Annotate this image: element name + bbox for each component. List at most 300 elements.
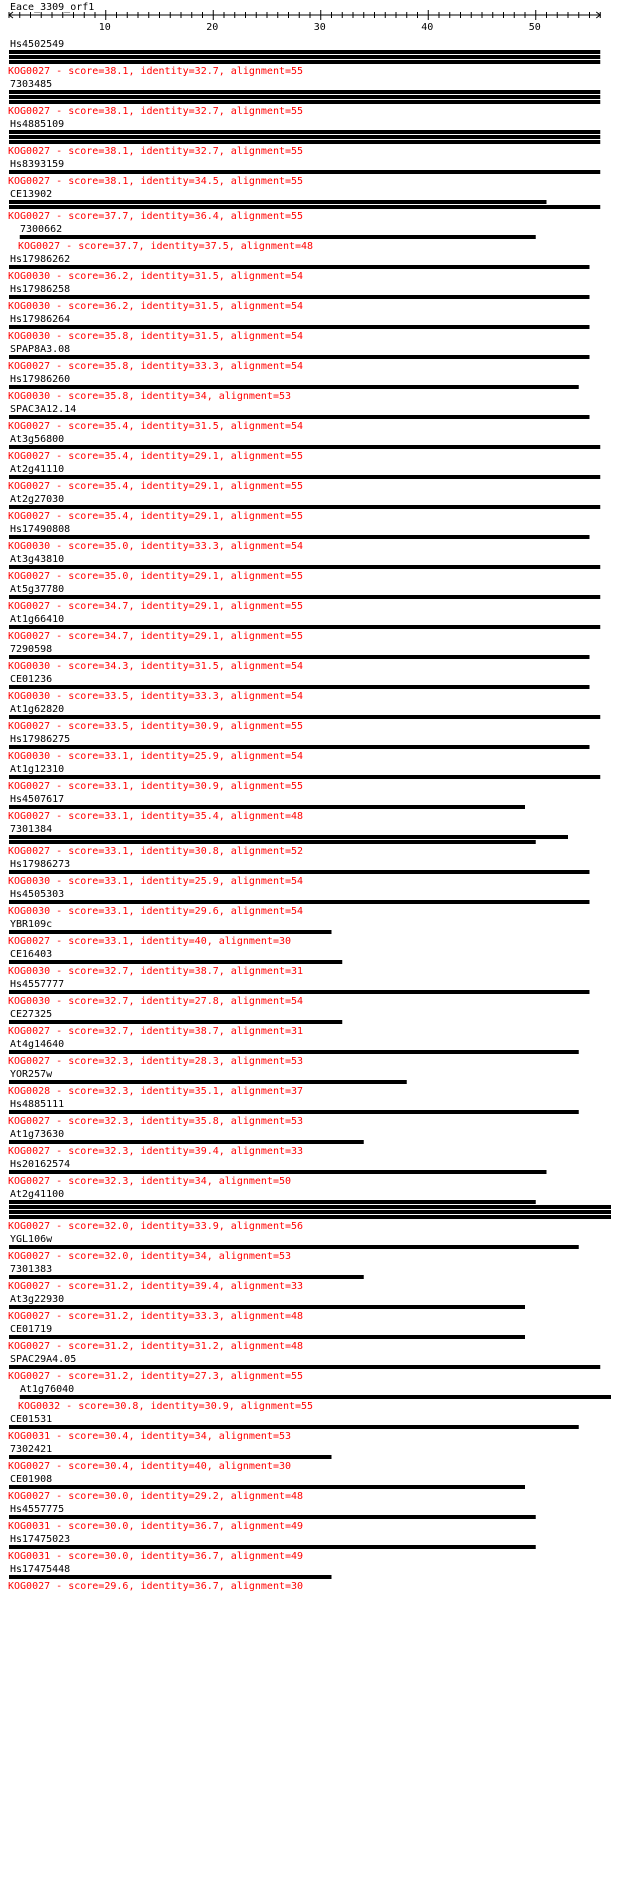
hit-alignment: 53 xyxy=(278,1431,292,1442)
hit-name: 7301384 xyxy=(10,824,53,835)
hit-kog: KOG0027 xyxy=(8,846,51,857)
alignment-bar xyxy=(20,1395,611,1399)
hit-name: Hs8393159 xyxy=(10,159,65,170)
hit-kog: KOG0027 xyxy=(8,1251,51,1262)
hit-annotation: KOG0027 - score=32.3, identity=28.3, alignment=53 xyxy=(8,1056,304,1067)
hit-score: 32.7 xyxy=(104,966,129,977)
hit-annotation: KOG0027 - score=32.3, identity=35.8, alignment=53 xyxy=(8,1116,304,1127)
hit-row xyxy=(8,494,600,522)
hit-identity: 40 xyxy=(194,936,207,947)
hit-identity: 28.3 xyxy=(194,1056,219,1067)
hit-identity: 34 xyxy=(194,1431,207,1442)
hit-alignment: 55 xyxy=(291,721,304,732)
hit-row xyxy=(8,1009,342,1037)
hit-annotation: KOG0027 - score=30.0, identity=29.2, alignment=48 xyxy=(8,1491,304,1502)
hit-alignment: 30 xyxy=(278,1461,292,1472)
hit-score: 35.0 xyxy=(104,541,129,552)
hit-kog: KOG0027 xyxy=(8,176,51,187)
hit-annotation: KOG0030 - score=36.2, identity=31.5, alignment=54 xyxy=(8,301,304,312)
hit-row xyxy=(8,614,600,642)
hit-kog: KOG0027 xyxy=(8,451,51,462)
hit-alignment: 54 xyxy=(291,661,304,672)
alignment-bar xyxy=(9,960,342,964)
hit-identity: 29.1 xyxy=(194,631,219,642)
hit-kog: KOG0027 xyxy=(8,511,51,522)
hit-alignment: 54 xyxy=(291,751,304,762)
hit-annotation: KOG0030 - score=33.1, identity=29.6, alignment=54 xyxy=(8,906,304,917)
hit-identity: 33.3 xyxy=(194,361,219,372)
hit-kog: KOG0031 xyxy=(8,1551,51,1562)
hit-row xyxy=(8,434,600,462)
hit-annotation: KOG0030 - score=36.2, identity=31.5, alignment=54 xyxy=(8,271,304,282)
hit-annotation: KOG0027 - score=32.3, identity=39.4, alignment=33 xyxy=(8,1146,304,1157)
alignment-bar xyxy=(9,1365,600,1369)
hit-identity: 29.6 xyxy=(194,906,219,917)
alignment-bar xyxy=(9,50,600,54)
hit-annotation: KOG0027 - score=38.1, identity=32.7, alignment=55 xyxy=(8,66,304,77)
alignment-bar xyxy=(9,655,590,659)
hit-name: At2g41110 xyxy=(10,464,65,475)
hit-name: At1g12310 xyxy=(10,764,65,775)
hit-score: 35.4 xyxy=(104,421,129,432)
hit-row xyxy=(8,554,600,582)
hit-identity: 33.3 xyxy=(194,1311,219,1322)
hit-kog: KOG0030 xyxy=(8,966,51,977)
hit-row xyxy=(8,1534,536,1562)
hit-name: SPAC3A12.14 xyxy=(10,404,77,415)
axis-tick-label: 30 xyxy=(313,22,326,33)
hit-alignment: 54 xyxy=(291,331,304,342)
alignment-bar xyxy=(9,625,600,629)
alignment-bar xyxy=(9,1110,579,1114)
alignment-bar xyxy=(9,90,600,94)
hit-alignment: 54 xyxy=(291,876,304,887)
hit-identity: 34 xyxy=(194,391,207,402)
hit-name: YOR257w xyxy=(10,1069,53,1080)
hit-kog: KOG0030 xyxy=(8,751,51,762)
hit-kog: KOG0027 xyxy=(8,1341,51,1352)
hit-kog: KOG0032 xyxy=(18,1401,61,1412)
alignment-bar xyxy=(9,1455,332,1459)
hit-name: Hs4885111 xyxy=(10,1099,65,1110)
hit-score: 30.0 xyxy=(104,1551,129,1562)
hit-alignment: 33 xyxy=(291,1281,304,1292)
alignment-bar xyxy=(9,1425,579,1429)
alignment-bar xyxy=(9,805,525,809)
alignment-bar xyxy=(9,900,590,904)
alignment-bar xyxy=(9,595,600,599)
hit-row xyxy=(8,374,579,402)
hit-kog: KOG0027 xyxy=(8,481,51,492)
hit-row xyxy=(8,1264,364,1292)
alignment-bar xyxy=(9,775,600,779)
hit-annotation: KOG0030 - score=33.1, identity=25.9, alignment=54 xyxy=(8,876,304,887)
hit-annotation: KOG0030 - score=32.7, identity=38.7, alignment=31 xyxy=(8,966,304,977)
axis-ruler xyxy=(9,10,600,33)
hit-score: 31.2 xyxy=(104,1371,129,1382)
hit-row xyxy=(8,1294,525,1322)
hit-annotation: KOG0027 - score=35.4, identity=31.5, alignment=54 xyxy=(8,421,304,432)
hit-alignment: 55 xyxy=(291,66,304,77)
alignment-bar xyxy=(9,1335,525,1339)
hit-row xyxy=(8,734,590,762)
hit-alignment: 55 xyxy=(291,146,304,157)
hit-identity: 31.5 xyxy=(194,331,219,342)
hit-identity: 37.5 xyxy=(204,241,229,252)
hit-annotation: KOG0027 - score=34.7, identity=29.1, alignment=55 xyxy=(8,631,304,642)
hit-score: 32.3 xyxy=(104,1056,129,1067)
hit-name: At4g14640 xyxy=(10,1039,65,1050)
hit-alignment: 49 xyxy=(291,1521,304,1532)
hit-identity: 34 xyxy=(194,1251,207,1262)
alignment-bar xyxy=(9,325,590,329)
hit-score: 33.1 xyxy=(104,876,129,887)
hit-annotation: KOG0027 - score=33.1, identity=35.4, alignment=48 xyxy=(8,811,304,822)
axis-tick-label: 10 xyxy=(98,22,111,33)
hit-annotation: KOG0027 - score=31.2, identity=27.3, alignment=55 xyxy=(8,1371,304,1382)
hit-annotation: KOG0027 - score=31.2, identity=39.4, alignment=33 xyxy=(8,1281,304,1292)
hit-kog: KOG0027 xyxy=(8,936,51,947)
hit-identity: 36.7 xyxy=(194,1551,219,1562)
hit-row xyxy=(8,254,590,282)
hit-alignment: 31 xyxy=(291,1026,304,1037)
hit-alignment: 48 xyxy=(291,1311,304,1322)
alignment-bar xyxy=(9,1305,525,1309)
hit-name: Hs17986258 xyxy=(10,284,71,295)
hit-name: At5g37780 xyxy=(10,584,65,595)
alignment-bar xyxy=(9,1205,611,1209)
alignment-bar xyxy=(9,1275,364,1279)
hit-alignment: 48 xyxy=(291,1341,304,1352)
hit-name: CE01236 xyxy=(10,674,53,685)
hit-row xyxy=(8,1564,332,1592)
hit-name: Hs4502549 xyxy=(10,39,65,50)
hit-alignment: 48 xyxy=(291,1491,304,1502)
hit-row xyxy=(8,674,590,702)
hit-alignment: 54 xyxy=(291,906,304,917)
hit-score: 36.2 xyxy=(104,301,129,312)
hit-row xyxy=(8,794,525,822)
alignment-bar xyxy=(9,385,579,389)
hit-kog: KOG0027 xyxy=(8,66,51,77)
hit-name: 7290598 xyxy=(10,644,53,655)
hit-kog: KOG0030 xyxy=(8,906,51,917)
hit-name: Hs17475448 xyxy=(10,1564,71,1575)
hit-name: Hs4505303 xyxy=(10,889,65,900)
hit-annotation: KOG0027 - score=32.0, identity=33.9, alignment=56 xyxy=(8,1221,304,1232)
hit-score: 35.8 xyxy=(104,391,129,402)
hit-annotation: KOG0027 - score=38.1, identity=32.7, alignment=55 xyxy=(8,146,304,157)
alignment-bar xyxy=(9,140,600,144)
alignment-bar xyxy=(9,295,590,299)
hit-name: YBR109c xyxy=(10,919,53,930)
hit-identity: 36.4 xyxy=(194,211,219,222)
hit-score: 35.4 xyxy=(104,511,129,522)
hit-alignment: 55 xyxy=(291,781,304,792)
hit-score: 31.2 xyxy=(104,1341,129,1352)
hit-score: 31.2 xyxy=(104,1311,129,1322)
alignment-bar xyxy=(9,200,547,204)
hit-name: Hs17986260 xyxy=(10,374,71,385)
hit-identity: 31.5 xyxy=(194,271,219,282)
hit-alignment: 55 xyxy=(291,211,304,222)
hit-row xyxy=(18,1384,611,1412)
hit-identity: 29.1 xyxy=(194,481,219,492)
hit-identity: 34 xyxy=(194,1176,207,1187)
query-title: Eace_3309_orf1 xyxy=(10,2,95,13)
hit-kog: KOG0027 xyxy=(8,1461,51,1472)
hit-alignment: 54 xyxy=(291,996,304,1007)
hit-kog: KOG0030 xyxy=(8,661,51,672)
hit-kog: KOG0028 xyxy=(8,1086,51,1097)
hit-identity: 32.7 xyxy=(194,66,219,77)
hit-row xyxy=(8,584,600,612)
hit-alignment: 54 xyxy=(291,301,304,312)
hit-kog: KOG0027 xyxy=(8,1056,51,1067)
hit-name: Hs17986264 xyxy=(10,314,71,325)
hit-name: At1g73630 xyxy=(10,1129,65,1140)
hit-score: 30.8 xyxy=(114,1401,139,1412)
hit-alignment: 53 xyxy=(278,391,292,402)
hit-row xyxy=(8,704,600,732)
alignment-bar xyxy=(9,840,536,844)
hit-kog: KOG0030 xyxy=(8,541,51,552)
alignment-bar xyxy=(9,745,590,749)
hit-name: CE01531 xyxy=(10,1414,53,1425)
alignment-bar xyxy=(9,60,600,64)
hit-identity: 34.5 xyxy=(194,176,219,187)
hit-annotation: KOG0027 - score=35.4, identity=29.1, alignment=55 xyxy=(8,451,304,462)
hit-name: At3g43810 xyxy=(10,554,65,565)
hit-row xyxy=(8,404,590,432)
hit-score: 35.8 xyxy=(104,331,129,342)
hit-alignment: 49 xyxy=(291,1551,304,1562)
hit-row xyxy=(8,859,590,887)
hit-kog: KOG0030 xyxy=(8,876,51,887)
hit-kog: KOG0027 xyxy=(8,1311,51,1322)
alignment-bar xyxy=(20,235,536,239)
hit-name: 7301383 xyxy=(10,1264,53,1275)
hit-name: At3g22930 xyxy=(10,1294,65,1305)
alignment-bar xyxy=(9,990,590,994)
hit-list xyxy=(8,39,611,1592)
hit-kog: KOG0027 xyxy=(8,1281,51,1292)
hit-kog: KOG0027 xyxy=(8,1491,51,1502)
hit-row xyxy=(8,1354,600,1382)
hit-annotation: KOG0031 - score=30.0, identity=36.7, alignment=49 xyxy=(8,1521,304,1532)
hit-alignment: 54 xyxy=(291,361,304,372)
hit-identity: 38.7 xyxy=(194,966,219,977)
hit-row xyxy=(8,644,590,672)
hit-kog: KOG0030 xyxy=(8,301,51,312)
alignment-bar xyxy=(9,170,600,174)
hit-identity: 32.7 xyxy=(194,106,219,117)
hit-score: 33.1 xyxy=(104,751,129,762)
hit-annotation: KOG0027 - score=35.4, identity=29.1, alignment=55 xyxy=(8,511,304,522)
hit-name: Hs17986273 xyxy=(10,859,71,870)
hit-identity: 29.2 xyxy=(194,1491,219,1502)
alignment-bar xyxy=(9,95,600,99)
alignment-bar xyxy=(9,835,568,839)
hit-identity: 39.4 xyxy=(194,1281,219,1292)
hit-name: At2g27030 xyxy=(10,494,65,505)
hit-name: SPAC29A4.05 xyxy=(10,1354,77,1365)
hit-identity: 29.1 xyxy=(194,511,219,522)
hit-identity: 30.9 xyxy=(194,721,219,732)
hit-score: 35.4 xyxy=(104,481,129,492)
hit-score: 33.5 xyxy=(104,721,129,732)
hit-identity: 38.7 xyxy=(194,1026,219,1037)
hit-score: 32.7 xyxy=(104,996,129,1007)
hit-name: Hs17986275 xyxy=(10,734,71,745)
hit-score: 32.3 xyxy=(104,1116,129,1127)
alignment-bar xyxy=(9,1080,407,1084)
hit-name: CE27325 xyxy=(10,1009,53,1020)
hit-score: 32.0 xyxy=(104,1221,129,1232)
hit-annotation: KOG0027 - score=35.4, identity=29.1, alignment=55 xyxy=(8,481,304,492)
hit-annotation: KOG0027 - score=32.3, identity=34, alignment=50 xyxy=(8,1176,292,1187)
hit-alignment: 53 xyxy=(278,1251,292,1262)
hit-annotation: KOG0027 - score=31.2, identity=31.2, alignment=48 xyxy=(8,1341,304,1352)
hit-name: Hs17490808 xyxy=(10,524,71,535)
hit-name: 7300662 xyxy=(20,224,63,235)
hit-score: 29.6 xyxy=(104,1581,129,1592)
hit-annotation: KOG0027 - score=38.1, identity=34.5, alignment=55 xyxy=(8,176,304,187)
alignment-bar xyxy=(9,1020,342,1024)
hit-alignment: 52 xyxy=(291,846,304,857)
hit-score: 30.4 xyxy=(104,1431,129,1442)
hit-annotation: KOG0027 - score=33.1, identity=40, alignment=30 xyxy=(8,936,292,947)
axis-tick-label: 20 xyxy=(206,22,219,33)
hit-row xyxy=(8,1324,525,1352)
hit-alignment: 55 xyxy=(291,511,304,522)
axis-tick-label: 50 xyxy=(528,22,541,33)
hit-identity: 29.1 xyxy=(194,451,219,462)
hit-identity: 31.5 xyxy=(194,661,219,672)
hit-identity: 30.8 xyxy=(194,846,219,857)
hit-row xyxy=(8,889,590,917)
hit-kog: KOG0030 xyxy=(8,691,51,702)
hit-name: At1g66410 xyxy=(10,614,65,625)
hit-score: 38.1 xyxy=(104,146,129,157)
hit-row xyxy=(8,39,600,77)
alignment-bar xyxy=(9,1215,611,1219)
hit-score: 30.0 xyxy=(104,1521,129,1532)
hit-row xyxy=(8,189,600,222)
alignment-bar xyxy=(9,135,600,139)
hit-score: 38.1 xyxy=(104,176,129,187)
hit-alignment: 37 xyxy=(291,1086,304,1097)
hit-alignment: 55 xyxy=(291,481,304,492)
hit-row xyxy=(8,764,600,792)
hit-score: 32.3 xyxy=(104,1146,129,1157)
hit-row xyxy=(8,344,590,372)
hit-name: At1g62820 xyxy=(10,704,65,715)
hit-annotation: KOG0027 - score=37.7, identity=36.4, alignment=55 xyxy=(8,211,304,222)
hit-alignment: 30 xyxy=(291,1581,304,1592)
hit-row xyxy=(8,1189,611,1232)
hit-score: 38.1 xyxy=(104,66,129,77)
hit-score: 34.7 xyxy=(104,631,129,642)
hit-name: At2g41100 xyxy=(10,1189,65,1200)
hit-name: Hs20162574 xyxy=(10,1159,71,1170)
hit-annotation: KOG0027 - score=35.8, identity=33.3, alignment=54 xyxy=(8,361,304,372)
hit-name: SPAP8A3.08 xyxy=(10,344,71,355)
hit-identity: 32.7 xyxy=(194,146,219,157)
hit-alignment: 55 xyxy=(291,106,304,117)
hit-score: 33.1 xyxy=(104,936,129,947)
hit-row xyxy=(8,284,590,312)
hit-kog: KOG0027 xyxy=(8,146,51,157)
hit-name: Hs4557775 xyxy=(10,1504,65,1515)
hit-alignment: 54 xyxy=(291,691,304,702)
hit-annotation: KOG0027 - score=30.4, identity=40, alignment=30 xyxy=(8,1461,292,1472)
alignment-bar xyxy=(9,685,590,689)
hit-annotation: KOG0030 - score=35.8, identity=34, alignment=53 xyxy=(8,391,292,402)
hit-name: Hs17986262 xyxy=(10,254,71,265)
hit-annotation: KOG0027 - score=33.1, identity=30.8, alignment=52 xyxy=(8,846,304,857)
hit-alignment: 48 xyxy=(291,811,304,822)
alignment-bar xyxy=(9,1200,536,1204)
alignment-bar xyxy=(9,1485,525,1489)
hit-name: CE01719 xyxy=(10,1324,53,1335)
hit-score: 32.3 xyxy=(104,1086,129,1097)
hit-identity: 29.1 xyxy=(194,571,219,582)
hit-row xyxy=(8,314,590,342)
hit-identity: 40 xyxy=(194,1461,207,1472)
alignment-bar xyxy=(9,1210,611,1214)
alignment-bar xyxy=(9,445,600,449)
hit-score: 34.7 xyxy=(104,601,129,612)
hit-row xyxy=(8,524,590,552)
hit-kog: KOG0027 xyxy=(8,106,51,117)
hit-identity: 27.3 xyxy=(194,1371,219,1382)
hit-identity: 31.5 xyxy=(194,421,219,432)
hit-identity: 39.4 xyxy=(194,1146,219,1157)
hit-row xyxy=(8,1504,536,1532)
hit-name: 7303485 xyxy=(10,79,53,90)
hit-annotation: KOG0027 - score=33.1, identity=30.9, alignment=55 xyxy=(8,781,304,792)
hit-score: 32.3 xyxy=(104,1176,129,1187)
hit-kog: KOG0027 xyxy=(8,1116,51,1127)
hit-row xyxy=(18,224,536,252)
hit-name: At3g56800 xyxy=(10,434,65,445)
hit-identity: 25.9 xyxy=(194,751,219,762)
alignment-bar xyxy=(9,55,600,59)
hit-row xyxy=(8,1069,407,1097)
hit-kog: KOG0030 xyxy=(8,331,51,342)
hit-row xyxy=(8,824,568,857)
alignment-bar xyxy=(9,1245,579,1249)
hit-score: 36.2 xyxy=(104,271,129,282)
hit-name: 7302421 xyxy=(10,1444,53,1455)
hit-annotation: KOG0027 - score=32.7, identity=38.7, alignment=31 xyxy=(8,1026,304,1037)
hit-kog: KOG0027 xyxy=(8,601,51,612)
alignment-bar xyxy=(9,1170,547,1174)
hit-identity: 33.3 xyxy=(194,691,219,702)
hit-kog: KOG0027 xyxy=(8,1176,51,1187)
hit-row xyxy=(8,79,600,117)
hit-score: 35.4 xyxy=(104,451,129,462)
hit-identity: 25.9 xyxy=(194,876,219,887)
hit-kog: KOG0027 xyxy=(8,361,51,372)
alignment-bar xyxy=(9,1575,332,1579)
hit-identity: 30.9 xyxy=(194,781,219,792)
hit-identity: 36.7 xyxy=(194,1521,219,1532)
hit-kog: KOG0027 xyxy=(8,571,51,582)
hit-alignment: 55 xyxy=(291,571,304,582)
alignment-bar xyxy=(9,535,590,539)
